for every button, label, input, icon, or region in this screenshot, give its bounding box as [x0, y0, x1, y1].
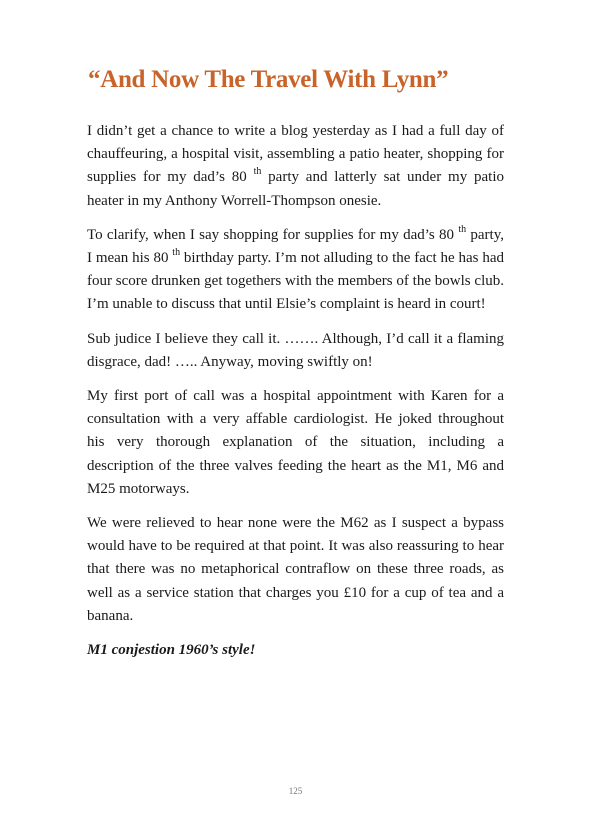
paragraph-2	[87, 224, 504, 317]
paragraph-1-text-b: party and latterly sat under my patio heater in my Anthony Worrell-Thompson onesie.	[87, 169, 504, 209]
paragraph-1	[87, 120, 504, 213]
paragraph-4: My first port of call was a hospital appointment with Karen for a consultation with a very affable cardiologist. He joked throughout his very thorough explanation of the situation, including a description of the three valves feeding the heart as the M1, M6 and M25 motorways.	[87, 388, 504, 497]
ordinal-suffix: th	[458, 223, 467, 235]
paragraph-2-text-a: To clarify, when I say shopping for supplies for my dad’s 80	[87, 226, 459, 243]
page-number: 125	[288, 786, 303, 796]
paragraph-2-text-b: party, I mean his 80	[87, 226, 504, 267]
paragraph-5: We were relieved to hear none were the M62 as I suspect a bypass would have to be required at that point. It was also reassuring to hear that there was no metaphorical contraflow on these three roads, as well as a service station that charges you £10 for a cup of tea and a banana.	[87, 515, 504, 624]
body-text	[87, 120, 504, 661]
paragraph-1-text-a: I didn’t get a chance to write a blog yesterday as I had a full day of chauffeuring, a hospital visit, assembling a patio heater, shopping for supplies for my dad’s 80	[87, 123, 504, 186]
image-caption: M1 conjestion 1960’s style!	[87, 642, 256, 659]
paragraph-2-text-c: birthday party. I’m not alluding to the fact he has had four score drunken get togethers with the members of the bowls club. I’m unable to discuss that until Elsie’s complaint is heard in court!	[87, 250, 505, 313]
ordinal-suffix: th	[253, 166, 262, 178]
paragraph-3: Sub judice I believe they call it. ……. Although, I’d call it a flaming disgrace, dad! ….. Anyway, moving swiftly on!	[87, 330, 504, 370]
ordinal-suffix: th	[172, 247, 181, 259]
page-title: “And Now The Travel With Lynn”	[88, 66, 449, 93]
